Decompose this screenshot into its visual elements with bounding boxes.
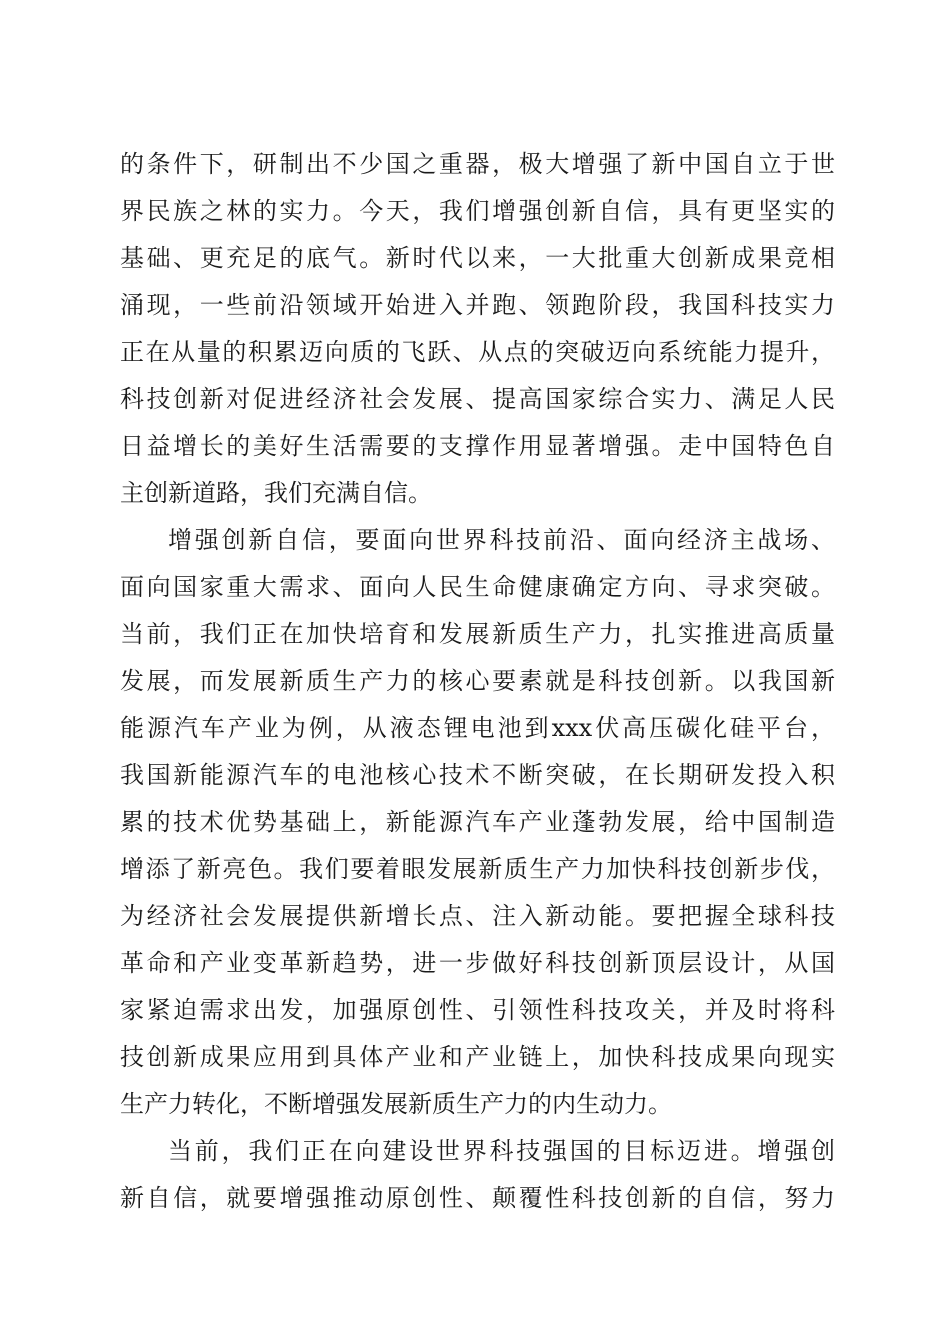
text-line: 面向国家重大需求、面向人民生命健康确定方向、寻求突破。 (120, 573, 835, 601)
text-line: 界民族之林的实力。今天，我们增强创新自信，具有更坚实的 (120, 197, 835, 225)
text-line: 当前，我们正在加快培育和发展新质生产力，扎实推进高质量 (120, 620, 835, 648)
text-line: 的条件下，研制出不少国之重器，极大增强了新中国自立于世 (120, 150, 835, 178)
text-line: 科技创新对促进经济社会发展、提高国家综合实力、满足人民 (120, 385, 835, 413)
text-line: 革命和产业变革新趋势，进一步做好科技创新顶层设计，从国 (120, 949, 835, 977)
text-line: 发展，而发展新质生产力的核心要素就是科技创新。以我国新 (120, 667, 835, 695)
text-line: 当前，我们正在向建设世界科技强国的目标迈进。增强创 (168, 1137, 835, 1165)
text-line: 主创新道路，我们充满自信。 (120, 479, 432, 507)
text-line: 技创新成果应用到具体产业和产业链上，加快科技成果向现实 (120, 1043, 835, 1071)
text-line: 增添了新亮色。我们要着眼发展新质生产力加快科技创新步伐， (120, 855, 835, 883)
text-line: 能源汽车产业为例，从液态锂电池到xxx伏高压碳化硅平台， (120, 714, 835, 742)
text-line: 我国新能源汽车的电池核心技术不断突破，在长期研发投入积 (120, 761, 835, 789)
text-line: 为经济社会发展提供新增长点、注入新动能。要把握全球科技 (120, 902, 835, 930)
text-line: 正在从量的积累迈向质的飞跃、从点的突破迈向系统能力提升， (120, 338, 835, 366)
text-line: 累的技术优势基础上，新能源汽车产业蓬勃发展，给中国制造 (120, 808, 835, 836)
text-line: 生产力转化，不断增强发展新质生产力的内生动力。 (120, 1090, 672, 1118)
text-line: 日益增长的美好生活需要的支撑作用显著增强。走中国特色自 (120, 432, 835, 460)
text-line: 增强创新自信，要面向世界科技前沿、面向经济主战场、 (168, 526, 835, 554)
text-line: 涌现，一些前沿领域开始进入并跑、领跑阶段，我国科技实力 (120, 291, 835, 319)
text-line: 基础、更充足的底气。新时代以来，一大批重大创新成果竞相 (120, 244, 835, 272)
body-text (120, 141, 835, 1222)
text-line: 家紧迫需求出发，加强原创性、引领性科技攻关，并及时将科 (120, 996, 835, 1024)
text-line: 新自信，就要增强推动原创性、颠覆性科技创新的自信，努力 (120, 1184, 835, 1212)
